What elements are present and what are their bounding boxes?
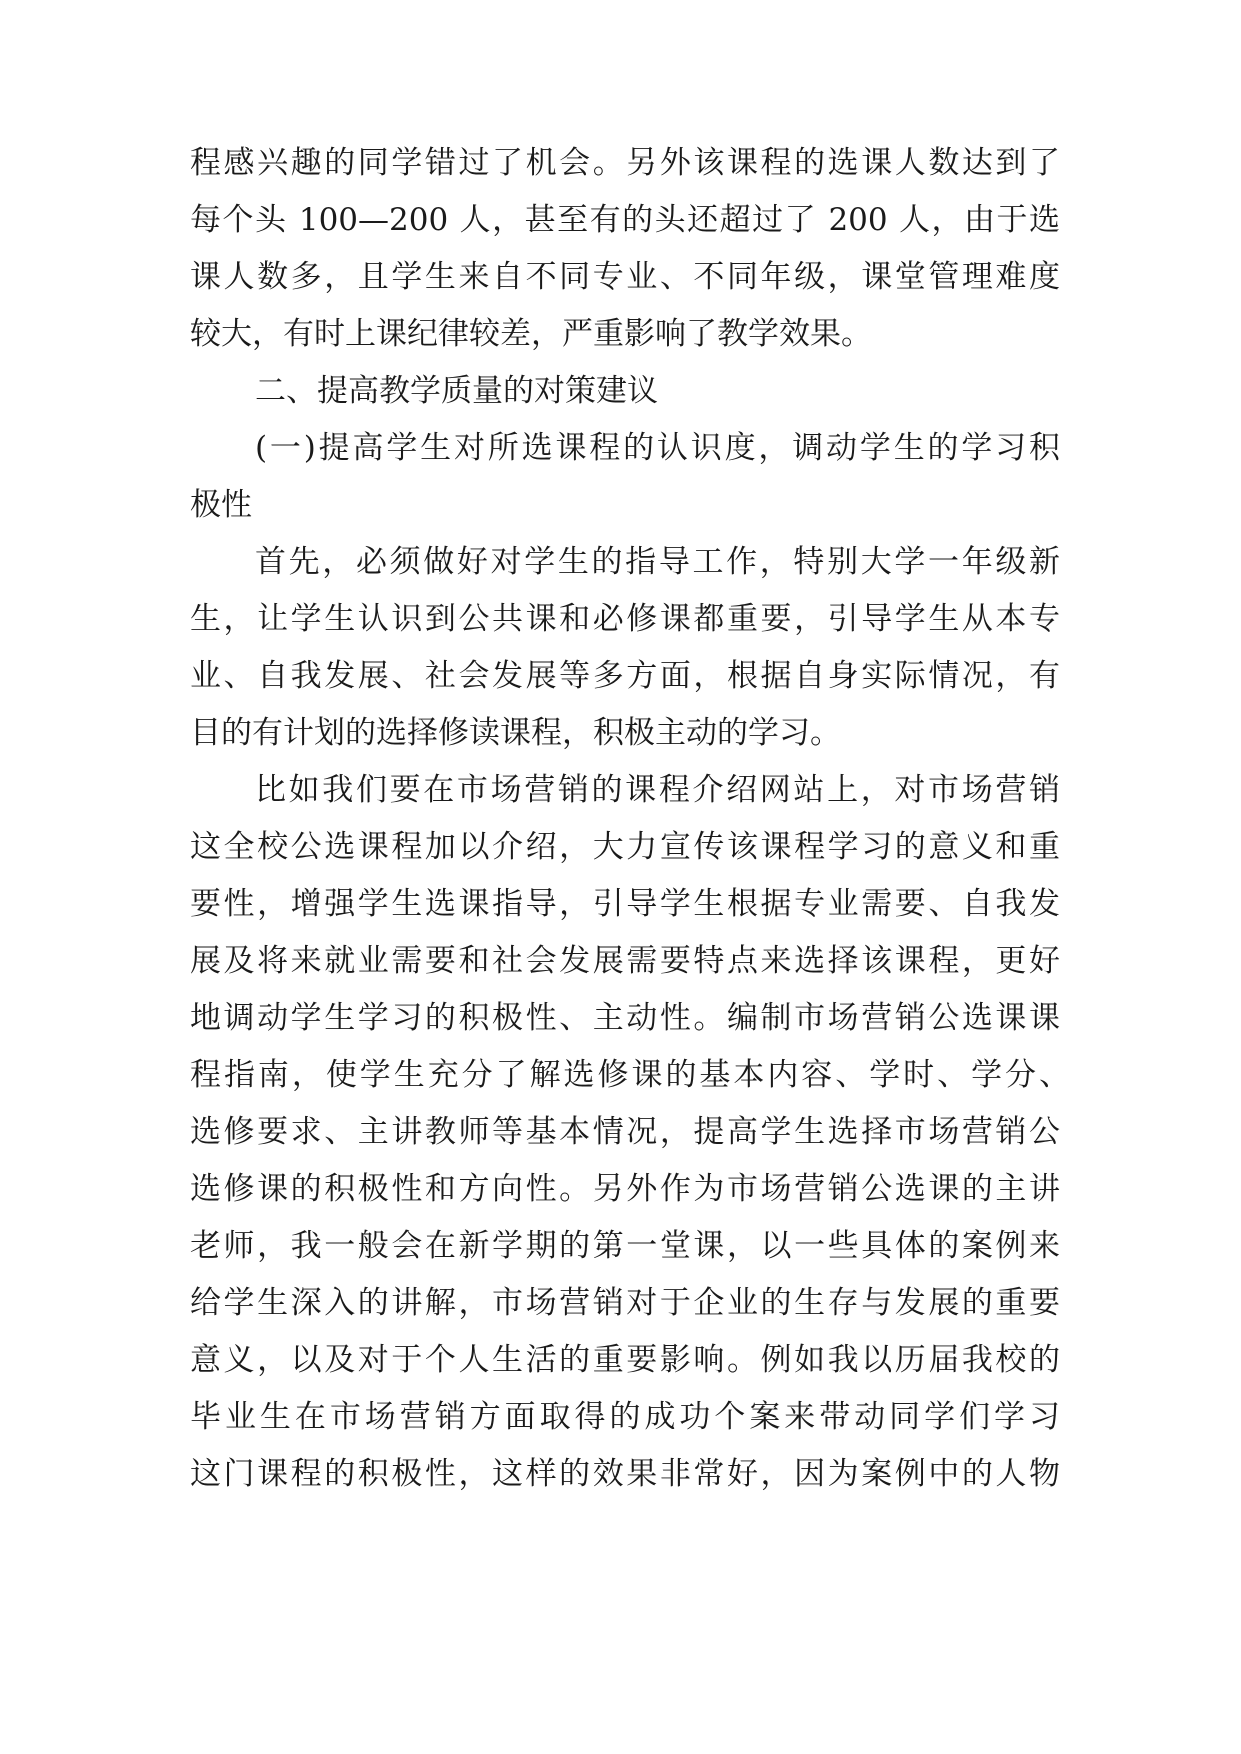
text-line: 业、自我发展、社会发展等多方面，根据自身实际情况，有 [190,658,1060,694]
text-line: 选修课的积极性和方向性。另外作为市场营销公选课的主讲 [190,1171,1060,1207]
text-line: 选修要求、主讲教师等基本情况，提高学生选择市场营销公 [190,1114,1060,1150]
section-heading: 二、提高教学质量的对策建议 [255,373,658,409]
text-line: 目的有计划的选择修读课程，积极主动的学习。 [190,715,841,751]
subsection-heading: (一)提高学生对所选课程的认识度，调动学生的学习积 [255,430,1060,466]
text-line: 首先，必须做好对学生的指导工作，特别大学一年级新 [255,544,1060,580]
text-line: 展及将来就业需要和社会发展需要特点来选择该课程，更好 [190,943,1060,979]
text-line: 比如我们要在市场营销的课程介绍网站上，对市场营销 [255,772,1060,808]
text-line: 这全校公选课程加以介绍，大力宣传该课程学习的意义和重 [190,829,1060,865]
text-line: 较大，有时上课纪律较差，严重影响了教学效果。 [190,316,872,352]
text-line: 给学生深入的讲解，市场营销对于企业的生存与发展的重要 [190,1285,1060,1321]
text-line: 要性，增强学生选课指导，引导学生根据专业需要、自我发 [190,886,1060,922]
text-line: 每个头 100—200 人，甚至有的头还超过了 200 人，由于选 [190,202,1060,238]
text-line: 生，让学生认识到公共课和必修课都重要，引导学生从本专 [190,601,1060,637]
text-line: 这门课程的积极性，这样的效果非常好，因为案例中的人物 [190,1456,1060,1492]
subsection-heading-cont: 极性 [190,487,252,523]
text-line: 地调动学生学习的积极性、主动性。编制市场营销公选课课 [190,1000,1060,1036]
text-line: 程指南，使学生充分了解选修课的基本内容、学时、学分、 [190,1057,1070,1093]
text-line: 毕业生在市场营销方面取得的成功个案来带动同学们学习 [190,1399,1060,1435]
text-line: 老师，我一般会在新学期的第一堂课，以一些具体的案例来 [190,1228,1060,1264]
text-line: 意义，以及对于个人生活的重要影响。例如我以历届我校的 [190,1342,1060,1378]
text-line: 课人数多，且学生来自不同专业、不同年级，课堂管理难度 [190,259,1060,295]
text-line: 程感兴趣的同学错过了机会。另外该课程的选课人数达到了 [190,145,1060,181]
